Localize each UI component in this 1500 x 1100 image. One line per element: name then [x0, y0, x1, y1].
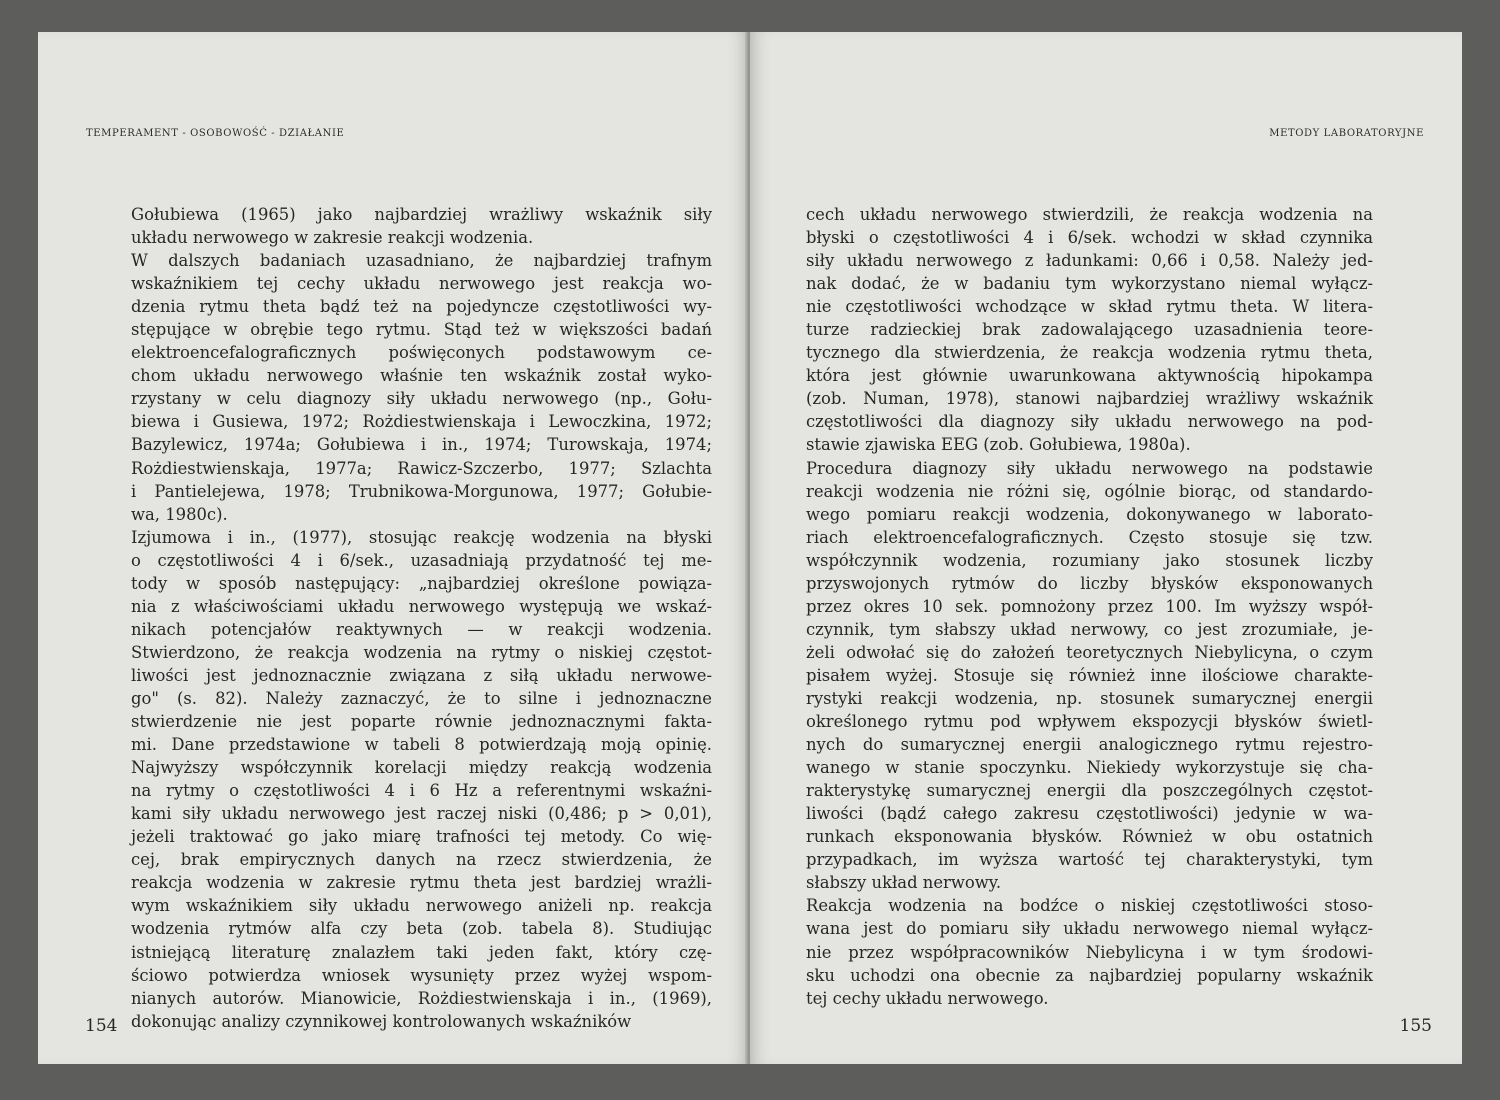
- text-line: rzystany w celu diagnozy siły układu nerwowego (np., Gołu-: [131, 389, 712, 409]
- text-line: Izjumowa i in., (1977), stosując reakcję wodzenia na błyski: [131, 527, 712, 547]
- text-line: rystyki reakcji wodzenia, np. stosunek sumarycznej energii: [806, 688, 1373, 708]
- text-line: sku uchodzi ona obecnie za najbardziej popularny wskaźnik: [806, 965, 1373, 985]
- text-line: pisałem wyżej. Stosuje się również inne ilościowe charakte-: [806, 665, 1373, 685]
- text-line: współczynnik wodzenia, rozumiany jako stosunek liczby: [806, 550, 1373, 570]
- text-line: o częstotliwości 4 i 6/sek., uzasadniają przydatność tej me-: [131, 550, 712, 570]
- text-line: określonego rytmu pod wpływem ekspozycji błysków świetl-: [806, 712, 1373, 732]
- text-line: wego pomiaru reakcji wodzenia, dokonywanego w laborato-: [806, 504, 1373, 524]
- text-line: wym wskaźnikiem siły układu nerwowego aniżeli np. reakcja: [131, 896, 712, 916]
- text-line: chom układu nerwowego właśnie ten wskaźnik został wyko-: [131, 366, 712, 386]
- right-page-text: [806, 203, 1373, 1010]
- text-line: Stwierdzono, że reakcja wodzenia na rytmy o niskiej częstot-: [131, 642, 712, 662]
- text-line: wskaźnikiem tej cechy układu nerwowego jest reakcja wo-: [131, 274, 712, 294]
- text-line: i Pantielejewa, 1978; Trubnikowa-Morgunowa, 1977; Gołubie-: [131, 481, 712, 501]
- text-line: (zob. Numan, 1978), stanowi najbardziej wrażliwy wskaźnik: [806, 389, 1373, 409]
- text-line: nikach potencjałów reaktywnych — w reakcji wodzenia.: [131, 619, 712, 639]
- text-line: reakcja wodzenia w zakresie rytmu theta jest bardziej wrażli-: [131, 873, 712, 893]
- text-line: riach elektroencefalograficznych. Często stosuje się tzw.: [806, 527, 1373, 547]
- text-line: stępujące w obrębie tego rytmu. Stąd też w większości badań: [131, 320, 712, 340]
- text-line: dzenia rytmu theta bądź też na pojedyncze częstotliwości wy-: [131, 297, 712, 317]
- text-line: cej, brak empirycznych danych na rzecz stwierdzenia, że: [131, 850, 712, 870]
- text-line: przez okres 10 sek. pomnożony przez 100. Im wyższy współ-: [806, 596, 1373, 616]
- text-line: biewa i Gusiewa, 1972; Rożdiestwienskaja i Lewoczkina, 1972;: [131, 412, 712, 432]
- text-line: żeli odwołać się do założeń teoretycznych Niebylicyna, o czym: [806, 642, 1373, 662]
- text-line: czynnik, tym słabszy układ nerwowy, co jest zrozumiałe, je-: [806, 619, 1373, 639]
- page-number-right: 155: [1399, 1016, 1432, 1036]
- left-page: [38, 32, 748, 1064]
- text-line: W dalszych badaniach uzasadniano, że najbardziej trafnym: [131, 251, 712, 271]
- left-page-text: [131, 203, 712, 1033]
- text-line: nych do sumarycznej energii analogicznego rytmu rejestro-: [806, 735, 1373, 755]
- text-line: Najwyższy współczynnik korelacji między reakcją wodzenia: [131, 758, 712, 778]
- text-line: nie przez współpracowników Niebylicyna i w tym środowi-: [806, 942, 1373, 962]
- text-line: przypadkach, im wyższa wartość tej charakterystyki, tym: [806, 850, 1373, 870]
- text-line: częstotliwości dla diagnozy siły układu nerwowego na pod-: [806, 412, 1373, 432]
- text-line: która jest głównie uwarunkowana aktywnością hipokampa: [806, 366, 1373, 386]
- text-line: nie częstotliwości wchodzące w skład rytmu theta. W litera-: [806, 297, 1373, 317]
- text-line: słabszy układ nerwowy.: [806, 873, 1002, 893]
- text-line: siły układu nerwowego z ładunkami: 0,66 i 0,58. Należy jed-: [806, 251, 1373, 271]
- text-line: mi. Dane przedstawione w tabeli 8 potwierdzają moją opinię.: [131, 735, 712, 755]
- text-line: wana jest do pomiaru siły układu nerwowego niemal wyłącz-: [806, 919, 1373, 939]
- text-line: dokonując analizy czynnikowej kontrolowanych wskaźników: [131, 1011, 632, 1031]
- text-line: błyski o częstotliwości 4 i 6/sek. wchodzi w skład czynnika: [806, 228, 1373, 248]
- text-line: na rytmy o częstotliwości 4 i 6 Hz a referentnymi wskaźni-: [131, 781, 712, 801]
- text-line: cech układu nerwowego stwierdzili, że reakcja wodzenia na: [806, 205, 1373, 224]
- text-line: ściowo potwierdza wniosek wysunięty przez wyżej wspom-: [131, 965, 712, 985]
- text-line: Reakcja wodzenia na bodźce o niskiej częstotliwości stoso-: [806, 896, 1373, 916]
- text-line: przyswojonych rytmów do liczby błysków eksponowanych: [806, 573, 1373, 593]
- text-line: tycznego dla stwierdzenia, że reakcja wodzenia rytmu theta,: [806, 343, 1373, 363]
- text-line: jeżeli traktować go jako miarę trafności tej metody. Co wię-: [131, 827, 712, 847]
- text-line: liwości jest jednoznacznie związana z siłą układu nerwowe-: [131, 665, 712, 685]
- text-line: stwierdzenie nie jest poparte równie jednoznacznymi fakta-: [131, 712, 712, 732]
- text-line: stawie zjawiska EEG (zob. Gołubiewa, 1980a).: [806, 435, 1191, 455]
- text-line: turze radzieckiej brak zadowalającego uzasadnienia teore-: [806, 320, 1373, 340]
- text-line: tej cechy układu nerwowego.: [806, 988, 1049, 1008]
- text-line: wa, 1980c).: [131, 504, 228, 524]
- text-line: runkach eksponowania błysków. Również w obu ostatnich: [806, 827, 1373, 847]
- text-line: układu nerwowego w zakresie reakcji wodzenia.: [131, 228, 534, 248]
- text-line: Gołubiewa (1965) jako najbardziej wrażliwy wskaźnik siły: [131, 205, 712, 224]
- text-line: Procedura diagnozy siły układu nerwowego na podstawie: [806, 458, 1373, 478]
- text-line: istniejącą literaturę znalazłem taki jeden fakt, który czę-: [131, 942, 712, 962]
- text-line: nianych autorów. Mianowicie, Rożdiestwienskaja i in., (1969),: [131, 988, 712, 1008]
- text-line: wodzenia rytmów alfa czy beta (zob. tabela 8). Studiując: [131, 919, 712, 939]
- text-line: wanego w stanie spoczynku. Niekiedy wykorzystuje się cha-: [806, 758, 1373, 778]
- text-line: Bazylewicz, 1974a; Gołubiewa i in., 1974; Turowskaja, 1974;: [131, 435, 712, 455]
- running-head-left: TEMPERAMENT - OSOBOWOŚĆ - DZIAŁANIE: [86, 128, 345, 139]
- text-line: nak dodać, że w badaniu tym wykorzystano niemal wyłącz-: [806, 274, 1373, 294]
- text-line: liwości (bądź całego zakresu częstotliwości) jedynie w wa-: [806, 804, 1373, 824]
- text-line: rakterystykę sumarycznej energii dla poszczególnych częstot-: [806, 781, 1373, 801]
- text-line: nia z właściwościami układu nerwowego występują we wskaź-: [131, 596, 712, 616]
- text-line: tody w sposób następujący: „najbardziej określone powiąza-: [131, 573, 712, 593]
- text-line: Rożdiestwienskaja, 1977a; Rawicz-Szczerbo, 1977; Szlachta: [131, 458, 712, 478]
- text-line: go" (s. 82). Należy zaznaczyć, że to silne i jednoznaczne: [131, 688, 712, 708]
- running-head-right: METODY LABORATORYJNE: [1269, 128, 1424, 139]
- text-line: kami siły układu nerwowego jest raczej niski (0,486; p > 0,01),: [131, 804, 712, 824]
- page-number-left: 154: [85, 1016, 118, 1036]
- text-line: elektroencefalograficznych poświęconych podstawowym ce-: [131, 343, 712, 363]
- text-line: reakcji wodzenia nie różni się, ogólnie biorąc, od standardo-: [806, 481, 1373, 501]
- right-page: [750, 32, 1462, 1064]
